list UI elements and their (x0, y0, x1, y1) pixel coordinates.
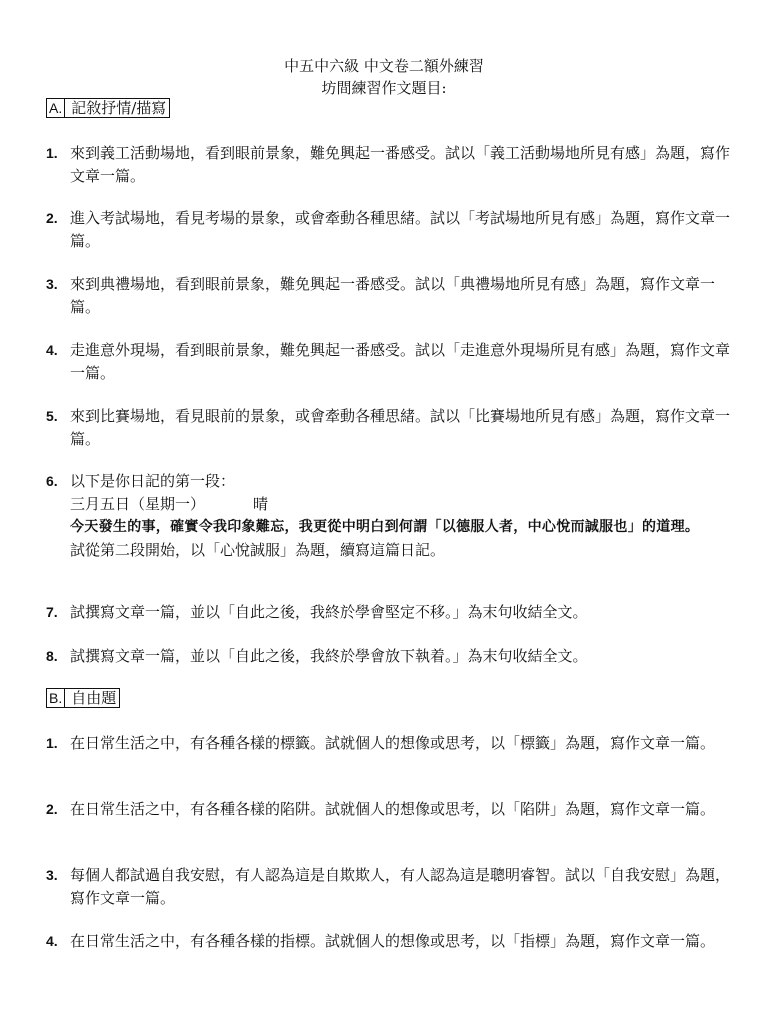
list-item (46, 142, 736, 188)
section-a-title: 記敘抒情/描寫 (65, 98, 170, 118)
document-title: 中五中六級 中文卷二額外練習 (284, 57, 484, 75)
section-b-title: 自由題 (65, 688, 120, 708)
diary-excerpt: 今天發生的事，確實令我印象難忘，我更從中明白到何謂「以德服人者，中心悅而誠服也」的道理。 (70, 519, 700, 535)
list-item (46, 273, 736, 319)
item-text: 來到典禮場地，看到眼前景象，難免興起一番感受。試以「典禮場地所見有感」為題，寫作文章一篇。 (70, 275, 716, 316)
diary-date: 三月五日（星期一） (70, 495, 206, 513)
item-text: 在日常生活之中，有各種各樣的標籤。試就個人的想像或思考，以「標籤」為題，寫作文章一篇。 (70, 734, 716, 752)
list-item (46, 601, 736, 624)
list-item (46, 732, 736, 755)
item-number: 5. (46, 408, 58, 424)
item-number: 4. (46, 933, 58, 949)
item-number: 7. (46, 604, 58, 620)
item-number: 3. (46, 867, 58, 883)
item-text: 每個人都試過自我安慰，有人認為這是自欺欺人，有人認為這是聰明睿智。試以「自我安慰」為題，寫作文章一篇。 (70, 866, 731, 907)
diary-date-line (70, 493, 736, 516)
item-number: 2. (46, 210, 58, 226)
item-number: 3. (46, 276, 58, 292)
item-number: 2. (46, 801, 58, 817)
document-subtitle: 坊間練習作文題目: (321, 79, 447, 97)
list-item (46, 930, 736, 953)
item-text: 在日常生活之中，有各種各樣的指標。試就個人的想像或思考，以「指標」為題，寫作文章一篇。 (70, 932, 716, 950)
item-text-intro: 以下是你日記的第一段： (70, 472, 236, 490)
section-a-heading (46, 98, 170, 118)
list-item-diary (46, 470, 736, 562)
section-b-letter: B. (46, 688, 65, 708)
item-text: 進入考試場地，看見考場的景象，或會牽動各種思緒。試以「考試場地所見有感」為題，寫作文章一篇。 (70, 209, 731, 250)
item-number: 1. (46, 735, 58, 751)
item-text: 試撰寫文章一篇，並以「自此之後，我終於學會放下執着。」為末句收結全文。 (70, 647, 588, 665)
list-item (46, 207, 736, 253)
item-text: 在日常生活之中，有各種各樣的陷阱。試就個人的想像或思考，以「陷阱」為題，寫作文章一篇。 (70, 800, 716, 818)
item-text-instruction: 試從第二段開始，以「心悅誠服」為題，續寫這篇日記。 (70, 541, 446, 559)
item-text: 來到義工活動場地，看到眼前景象，難免興起一番感受。試以「義工活動場地所見有感」為題，寫作文章一篇。 (70, 144, 731, 185)
item-number: 4. (46, 342, 58, 358)
item-text: 來到比賽場地，看見眼前的景象，或會牽動各種思緒。試以「比賽場地所見有感」為題，寫作文章一篇。 (70, 407, 731, 448)
item-number: 1. (46, 145, 58, 161)
list-item (46, 645, 736, 668)
item-number: 6. (46, 473, 58, 489)
section-b-heading (46, 688, 120, 708)
diary-weather: 晴 (253, 495, 269, 513)
section-a-letter: A. (46, 98, 65, 118)
list-item (46, 864, 736, 910)
list-item (46, 339, 736, 385)
list-item (46, 405, 736, 451)
list-item (46, 798, 736, 821)
item-number: 8. (46, 648, 58, 664)
item-text: 走進意外現場，看到眼前景象，難免興起一番感受。試以「走進意外現場所見有感」為題，寫作文章一篇。 (70, 341, 731, 382)
item-text: 試撰寫文章一篇，並以「自此之後，我終於學會堅定不移。」為末句收結全文。 (70, 603, 588, 621)
